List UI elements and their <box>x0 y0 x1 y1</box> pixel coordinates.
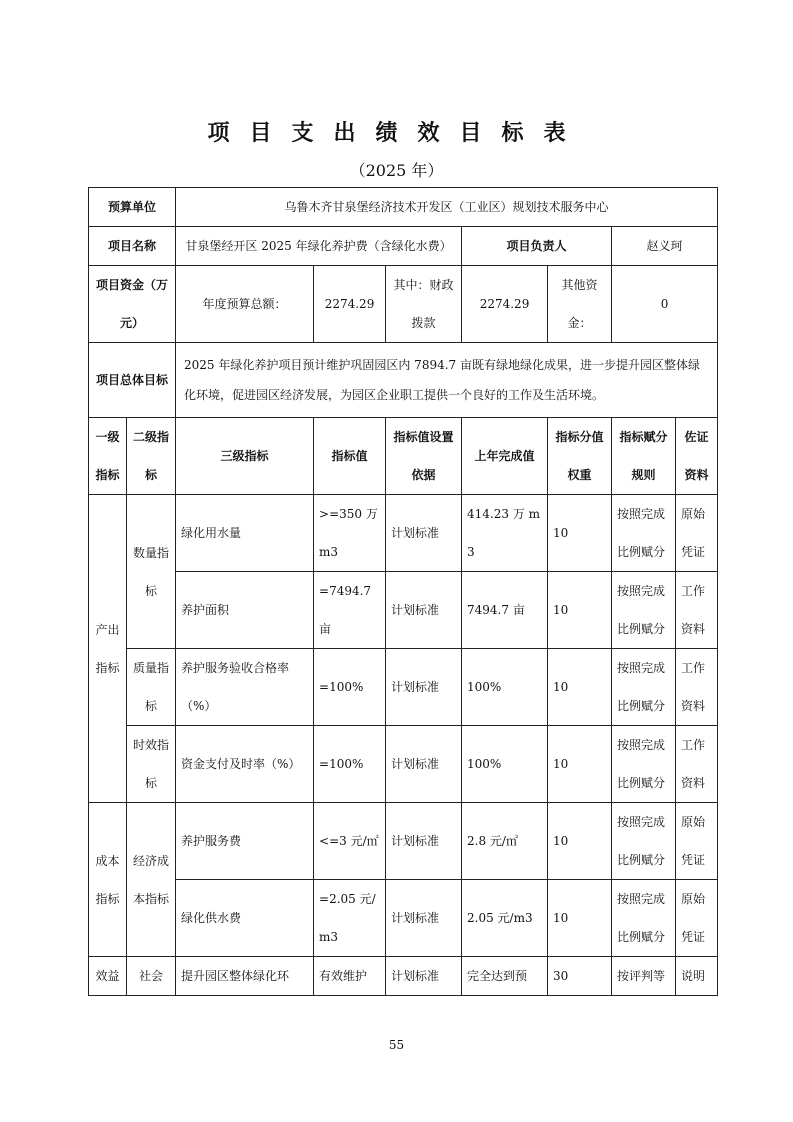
budget-unit-value: 乌鲁木齐甘泉堡经济技术开发区（工业区）规划技术服务中心 <box>176 188 718 227</box>
table-row <box>89 726 718 803</box>
row-evidence: 说明 <box>676 957 718 996</box>
row-scoring: 按照完成比例赋分 <box>612 495 676 572</box>
performance-target-table <box>88 187 718 996</box>
row-indicator: 提升园区整体绿化环 <box>176 957 314 996</box>
budget-unit-label: 预算单位 <box>89 188 176 227</box>
table-row <box>89 572 718 649</box>
group-output: 产出指标 <box>89 495 127 803</box>
row-weight: 10 <box>548 880 612 957</box>
project-name-label: 项目名称 <box>89 227 176 266</box>
row-last-year: 100% <box>462 726 548 803</box>
row-weight: 10 <box>548 572 612 649</box>
group-timeliness: 时效指标 <box>127 726 176 803</box>
table-row <box>89 803 718 880</box>
row-value: =100% <box>314 726 386 803</box>
row-indicator: 养护面积 <box>176 572 314 649</box>
row-indicator: 绿化用水量 <box>176 495 314 572</box>
row-value: >=350 万 m3 <box>314 495 386 572</box>
table-row <box>89 649 718 726</box>
row-basis: 计划标准 <box>386 880 462 957</box>
row-evidence: 工作资料 <box>676 726 718 803</box>
other-funds-value: 0 <box>612 266 718 343</box>
row-basis: 计划标准 <box>386 572 462 649</box>
annual-budget-value: 2274.29 <box>314 266 386 343</box>
row-weight: 10 <box>548 495 612 572</box>
group-quantity: 数量指标 <box>127 495 176 649</box>
header-last-year: 上年完成值 <box>462 418 548 495</box>
row-value: =100% <box>314 649 386 726</box>
row-last-year: 2.05 元/m3 <box>462 880 548 957</box>
document-year: （2025 年） <box>349 161 444 180</box>
row-basis: 计划标准 <box>386 495 462 572</box>
fiscal-allocation-value: 2274.29 <box>462 266 548 343</box>
funds-label: 项目资金（万元） <box>89 266 176 343</box>
group-economic-cost: 经济成本指标 <box>127 803 176 957</box>
row-last-year: 完全达到预 <box>462 957 548 996</box>
table-row <box>89 957 718 996</box>
group-quality: 质量指标 <box>127 649 176 726</box>
row-scoring: 按照完成比例赋分 <box>612 649 676 726</box>
overall-goal-text: 2025 年绿化养护项目预计维护巩固园区内 7894.7 亩既有绿地绿化成果，进一步提升园区整体绿化环境，促进园区经济发展，为园区企业职工提供一个良好的工作及生活环境。 <box>176 343 718 418</box>
table-row <box>89 880 718 957</box>
header-value: 指标值 <box>314 418 386 495</box>
row-value: =7494.7 亩 <box>314 572 386 649</box>
header-weight: 指标分值权重 <box>548 418 612 495</box>
fiscal-allocation-label: 其中：财政拨款 <box>386 266 462 343</box>
project-lead-label: 项目负责人 <box>462 227 612 266</box>
row-last-year: 7494.7 亩 <box>462 572 548 649</box>
header-basis: 指标值设置依据 <box>386 418 462 495</box>
group-social: 社会 <box>127 957 176 996</box>
row-evidence: 工作资料 <box>676 649 718 726</box>
row-indicator: 养护服务费 <box>176 803 314 880</box>
row-weight: 30 <box>548 957 612 996</box>
row-scoring: 按评判等 <box>612 957 676 996</box>
row-indicator: 绿化供水费 <box>176 880 314 957</box>
row-evidence: 原始凭证 <box>676 495 718 572</box>
project-name-value: 甘泉堡经开区 2025 年绿化养护费（含绿化水费） <box>176 227 462 266</box>
row-scoring: 按照完成比例赋分 <box>612 726 676 803</box>
row-scoring: 按照完成比例赋分 <box>612 880 676 957</box>
group-benefit: 效益 <box>89 957 127 996</box>
row-basis: 计划标准 <box>386 649 462 726</box>
header-level3: 三级指标 <box>176 418 314 495</box>
row-scoring: 按照完成比例赋分 <box>612 572 676 649</box>
project-lead-value: 赵义珂 <box>612 227 718 266</box>
annual-budget-label: 年度预算总额： <box>176 266 314 343</box>
row-scoring: 按照完成比例赋分 <box>612 803 676 880</box>
row-weight: 10 <box>548 649 612 726</box>
group-cost: 成本指标 <box>89 803 127 957</box>
header-scoring: 指标赋分规则 <box>612 418 676 495</box>
row-indicator: 养护服务验收合格率（%） <box>176 649 314 726</box>
table-row <box>89 495 718 572</box>
document-title: 项目支出绩效目标表 <box>207 121 586 146</box>
header-level1: 一级指标 <box>89 418 127 495</box>
row-weight: 10 <box>548 803 612 880</box>
row-last-year: 414.23 万 m3 <box>462 495 548 572</box>
header-evidence: 佐证资料 <box>676 418 718 495</box>
row-last-year: 100% <box>462 649 548 726</box>
overall-goal-label: 项目总体目标 <box>89 343 176 418</box>
row-basis: 计划标准 <box>386 803 462 880</box>
header-level2: 二级指标 <box>127 418 176 495</box>
row-weight: 10 <box>548 726 612 803</box>
row-indicator: 资金支付及时率（%） <box>176 726 314 803</box>
row-value: 有效维护 <box>314 957 386 996</box>
row-last-year: 2.8 元/㎡ <box>462 803 548 880</box>
row-value: <=3 元/㎡ <box>314 803 386 880</box>
page-number: 55 <box>388 1038 405 1052</box>
row-value: =2.05 元/m3 <box>314 880 386 957</box>
row-evidence: 原始凭证 <box>676 880 718 957</box>
other-funds-label: 其他资金： <box>548 266 612 343</box>
row-evidence: 工作资料 <box>676 572 718 649</box>
row-basis: 计划标准 <box>386 957 462 996</box>
row-evidence: 原始凭证 <box>676 803 718 880</box>
row-basis: 计划标准 <box>386 726 462 803</box>
